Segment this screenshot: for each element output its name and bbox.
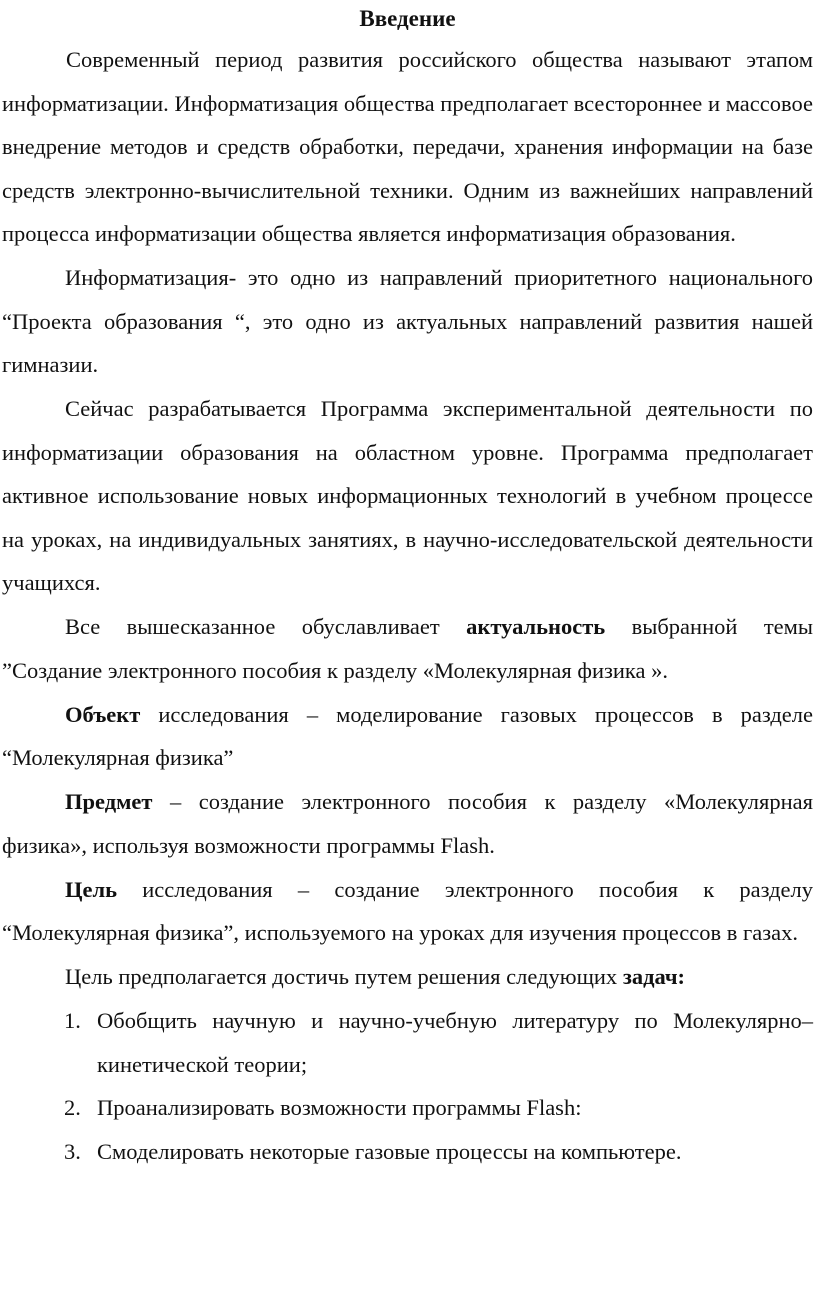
paragraph-subject [2,780,813,867]
paragraph-object [2,693,813,780]
list-item [2,1086,813,1130]
paragraph-informatization: Информатизация- это одно из направлений приоритетного национального “Проекта образования “, это одно из актуальных направлений развития нашей гимназии. [2,265,813,377]
object-keyword: Объект [65,701,141,727]
list-item-text: Проанализировать возможности программы Flash: [97,1095,582,1120]
list-item-text: Смоделировать некоторые газовые процессы на компьютере. [97,1138,682,1164]
subject-text: – создание электронного пособия к разделу «Молекулярная физика», используя возможности программы Flash. [2,789,813,858]
goal-text: исследования – создание электронного пособия к разделу “Молекулярная физика”, используемого на уроках для изучения процессов в газах. [2,876,813,945]
tasks-keyword: задач: [622,964,686,989]
paragraph-intro: Современный период развития российского общества называют этапом информатизации. Информатизация общества предполагает всестороннее и массовое внедрение методов и средств обработки, передачи, хранения информации на базе средств электронно-вычислительной техники. Одним из важнейших направлений процесса информатизации общества является информатизация образования. [2,47,813,246]
tasks-intro-text: Цель предполагается достичь путем решения следующих [65,964,623,989]
relevance-keyword: актуальность [466,614,606,639]
list-item [2,999,813,1086]
page-title: Введение [359,6,456,31]
paragraph-goal [2,868,813,955]
relevance-post: выбранной темы ”Создание электронного пособия к разделу «Молекулярная физика ». [2,614,813,683]
subject-keyword: Предмет [65,789,153,814]
list-item-number: 3. [64,1138,81,1164]
list-item-number: 1. [64,1008,81,1033]
relevance-pre: Все вышесказанное обуславливает [65,614,467,639]
list-item-text: Обобщить научную и научно-учебную литературу по Молекулярно– кинетической теории; [97,1008,813,1077]
list-item-number: 2. [64,1095,81,1120]
list-item [2,1130,813,1174]
paragraph-tasks-intro [2,955,813,999]
paragraph-program: Сейчас разрабатывается Программа экспериментальной деятельности по информатизации образования на областном уровне. Программа предполагает активное использование новых информационных технологий в учебном процессе на уроках, на индивидуальных занятиях, в научно-исследовательской деятельности учащихся. [2,396,813,595]
paragraph-relevance [2,605,813,692]
object-text: исследования – моделирование газовых процессов в разделе “Молекулярная физика” [2,701,813,770]
goal-keyword: Цель [65,876,118,902]
tasks-list [2,999,813,1173]
